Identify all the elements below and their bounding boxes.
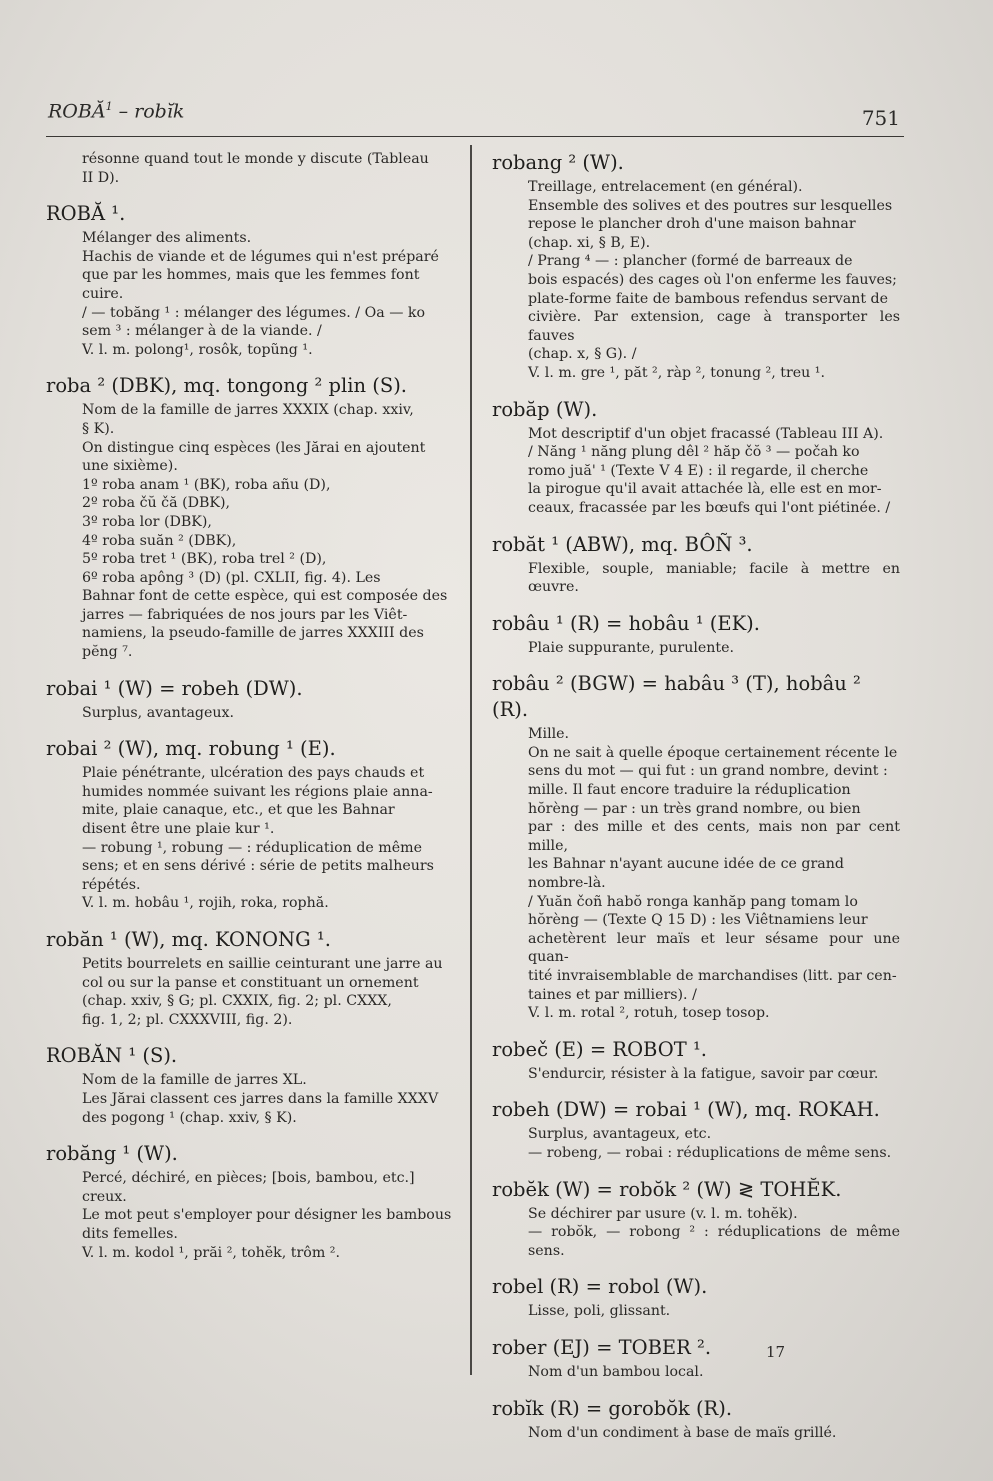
- entry-line: 1º roba anam ¹ (BK), roba añu (D),: [82, 476, 331, 493]
- left-column: [46, 150, 456, 1276]
- entry-line: bois espacés) des cages où l'on enferme les fauves;: [528, 271, 897, 288]
- entry-line: les Bahnar n'ayant aucune idée de ce grand: [528, 856, 844, 873]
- entry-line: (chap. xxiv, § G; pl. CXXIX, fig. 2; pl. CXXX,: [82, 993, 392, 1010]
- entry-line: Nom de la famille de jarres XL.: [82, 1072, 307, 1089]
- dictionary-entry: [46, 373, 456, 661]
- entry-headword: robeč (E) = ROBOT ¹.: [492, 1037, 707, 1061]
- entry-body: [46, 1071, 456, 1127]
- entry-headword: robeh (DW) = robai ¹ (W), mq. ROKAH.: [492, 1098, 880, 1122]
- dictionary-entry: [46, 150, 456, 187]
- entry-line: Nom de la famille de jarres XXXIX (chap. xxiv,: [82, 402, 414, 419]
- entry-headword: ROBĂ ¹.: [46, 202, 126, 226]
- dictionary-entry: [492, 397, 900, 518]
- entry-line: la pirogue qu'il avait attachée là, elle est en mor-: [528, 481, 882, 498]
- entry-line: On distingue cinq espèces (les Jărai en ajoutent: [82, 439, 426, 456]
- entry-line: Les Jărai classent ces jarres dans la famille XXXV: [82, 1090, 439, 1107]
- entry-line: Petits bourrelets en saillie ceinturant une jarre au: [82, 956, 443, 972]
- entry-line: V. l. m. polong¹, rosôk, topũng ¹.: [82, 341, 313, 358]
- entry-line: sem ³ : mélanger à de la viande. /: [82, 323, 322, 340]
- entry-headword: robâu ² (BGW) = habâu ³ (T), hobâu ² (R).: [492, 672, 861, 722]
- dictionary-entry: [46, 927, 456, 1029]
- right-column: [492, 150, 900, 1456]
- entry-line: Flexible, souple, maniable; facile à mettre en œuvre.: [528, 560, 900, 596]
- entry-line: / Năng ¹ năng plung dêl ² hăp čŏ ³ — počah ko: [528, 444, 860, 461]
- dictionary-entry: [492, 532, 900, 597]
- dictionary-entry: [492, 1274, 900, 1321]
- entry-body: [492, 1065, 900, 1084]
- entry-headword: robel (R) = robol (W).: [492, 1275, 708, 1299]
- entry-line: col ou sur la panse et constituant un ornement: [82, 974, 419, 991]
- entry-body: [46, 150, 456, 187]
- entry-line: Surplus, avantageux.: [82, 704, 235, 721]
- dictionary-entry: [492, 1097, 900, 1162]
- entry-body: [492, 1205, 900, 1261]
- dictionary-entry: [46, 1141, 456, 1262]
- entry-line: une sixième).: [82, 458, 178, 475]
- entry-line: — robeng, — robai : réduplications de même sens.: [528, 1144, 892, 1161]
- entry-headword: robăng ¹ (W).: [46, 1142, 178, 1166]
- dictionary-entry: [46, 676, 456, 723]
- entry-line: V. l. m. kodol ¹, prăi ², tohĕk, trôm ².: [82, 1244, 340, 1261]
- dictionary-entry: [492, 1335, 900, 1382]
- entry-body: [46, 401, 456, 661]
- entry-headword: robai ² (W), mq. robung ¹ (E).: [46, 737, 336, 761]
- entry-line: V. l. m. hobâu ¹, rojih, roka, rophă.: [82, 895, 329, 912]
- entry-line: V. l. m. rotal ², rotuh, tosep tosop.: [528, 1005, 770, 1022]
- entry-body: [492, 560, 900, 597]
- entry-body: [492, 639, 900, 658]
- dictionary-entry: [492, 671, 900, 1023]
- entry-body: [46, 704, 456, 723]
- dictionary-entry: [492, 1037, 900, 1084]
- entry-body: [46, 1169, 456, 1262]
- entry-line: 4º roba suăn ² (DBK),: [82, 532, 237, 549]
- entry-body: [492, 178, 900, 383]
- entry-line: § K).: [82, 420, 115, 437]
- signature-number: 17: [766, 1343, 786, 1361]
- entry-line: dits femelles.: [82, 1225, 178, 1242]
- entry-line: creux.: [82, 1188, 127, 1205]
- entry-line: II D).: [82, 169, 120, 186]
- running-head: ROBĂ$^1$ – robĭk: [48, 100, 185, 123]
- entry-headword: roba ² (DBK), mq. tongong ² plin (S).: [46, 374, 407, 398]
- entry-line: fig. 1, 2; pl. CXXXVIII, fig. 2).: [82, 1011, 293, 1028]
- entry-body: [492, 1424, 900, 1443]
- entry-headword: robang ² (W).: [492, 151, 624, 174]
- entry-line: Mot descriptif d'un objet fracassé (Tableau III A).: [528, 425, 884, 442]
- entry-line: Lisse, poli, glissant.: [528, 1303, 671, 1320]
- entry-headword: robĕk (W) = robŏk ² (W) ≷ TOHĔK.: [492, 1177, 842, 1201]
- entry-line: Hachis de viande et de légumes qui n'est préparé: [82, 248, 439, 265]
- entry-line: Nom d'un bambou local.: [528, 1363, 704, 1380]
- entry-line: mille. Il faut encore traduire la réduplication: [528, 782, 851, 799]
- entry-line: — robŏk, — robong ² : réduplications de même sens.: [528, 1224, 900, 1259]
- entry-line: / — tobăng ¹ : mélanger des légumes. / Oa — ko: [82, 304, 426, 321]
- dictionary-entry: [492, 1396, 900, 1443]
- entry-line: Nom d'un condiment à base de maïs grillé.: [528, 1424, 837, 1441]
- entry-headword: robĭk (R) = gorobŏk (R).: [492, 1396, 733, 1420]
- entry-line: / Prang ⁴ — : plancher (formé de barreaux de: [528, 253, 853, 270]
- entry-line: hŏrèng — par : un très grand nombre, ou bien: [528, 800, 861, 817]
- entry-line: cuire.: [82, 285, 124, 302]
- page-header: [46, 100, 904, 137]
- entry-line: Ensemble des solives et des poutres sur lesquelles: [528, 197, 893, 214]
- entry-headword: robăn ¹ (W), mq. KONONG ¹.: [46, 928, 331, 951]
- entry-headword: robăp (W).: [492, 397, 598, 421]
- entry-line: ceaux, fracassée par les bœufs qui l'ont piétinée. /: [528, 499, 891, 516]
- dictionary-entry: [46, 736, 456, 913]
- entry-line: Se déchirer par usure (v. l. m. tohĕk).: [528, 1205, 798, 1222]
- entry-line: 5º roba tret ¹ (BK), roba trel ² (D),: [82, 551, 327, 568]
- entry-line: tité invraisemblable de marchandises (litt. par cen-: [528, 968, 897, 984]
- entry-line: des pogong ¹ (chap. xxiv, § K).: [82, 1109, 297, 1126]
- entry-line: Bahnar font de cette espèce, qui est composée des: [82, 588, 448, 605]
- dictionary-entry: [46, 1043, 456, 1127]
- entry-line: Plaie suppurante, purulente.: [528, 639, 735, 656]
- entry-line: — robung ¹, robung — : réduplication de même: [82, 839, 423, 856]
- dictionary-entry: [492, 1177, 900, 1261]
- entry-line: humides nommée suivant les régions plaie anna-: [82, 783, 433, 800]
- entry-line: hŏrèng — (Texte Q 15 D) : les Viêtnamiens leur: [528, 912, 868, 929]
- entry-line: disent être une plaie kur ¹.: [82, 821, 275, 838]
- entry-line: Treillage, entrelacement (en général).: [528, 179, 803, 195]
- column-divider: [470, 145, 472, 1375]
- entry-line: / Yuăn čoñ habŏ ronga kanhăp pang tomam lo: [528, 893, 858, 910]
- entry-line: Surplus, avantageux, etc.: [528, 1126, 712, 1143]
- entry-line: Le mot peut s'employer pour désigner les bambous: [82, 1207, 452, 1224]
- entry-line: plate-forme faite de bambous refendus servant de: [528, 290, 889, 307]
- entry-line: nombre-là.: [528, 875, 606, 892]
- entry-line: civière. Par extension, cage à transporter les fauves: [528, 309, 900, 344]
- entry-body: [492, 1125, 900, 1162]
- entry-line: sens; et en sens dérivé : série de petits malheurs: [82, 858, 434, 875]
- entry-body: [492, 1302, 900, 1321]
- entry-headword: robăt ¹ (ABW), mq. BÔÑ ³.: [492, 532, 753, 556]
- entry-line: Percé, déchiré, en pièces; [bois, bambou, etc.]: [82, 1170, 415, 1187]
- entry-headword: ROBĂN ¹ (S).: [46, 1044, 178, 1068]
- entry-line: 3º roba lor (DBK),: [82, 513, 212, 530]
- entry-line: repose le plancher droh d'une maison bahnar: [528, 216, 856, 233]
- dictionary-entry: [46, 201, 456, 359]
- entry-line: (chap. x, § G). /: [528, 346, 637, 363]
- entry-line: 2º roba čŭ čă (DBK),: [82, 495, 231, 512]
- entry-line: 6º roba apông ³ (D) (pl. CXLII, fig. 4). Les: [82, 569, 381, 586]
- entry-line: Plaie pénétrante, ulcération des pays chauds et: [82, 765, 425, 782]
- entry-line: répétés.: [82, 876, 141, 893]
- entry-line: (chap. xi, § B, E).: [528, 234, 651, 251]
- entry-headword: robâu ¹ (R) = hobâu ¹ (EK).: [492, 611, 760, 635]
- entry-headword: robai ¹ (W) = robeh (DW).: [46, 676, 303, 700]
- entry-line: jarres — fabriquées de nos jours par les Viêt-: [82, 606, 408, 623]
- page-number: 751: [861, 106, 900, 130]
- entry-line: achetèrent leur maïs et leur sésame pour une quan-: [528, 930, 900, 966]
- entry-line: taines et par milliers). /: [528, 986, 697, 1003]
- entry-line: Mille.: [528, 726, 570, 743]
- entry-line: par : des mille et des cents, mais non par cent mille,: [528, 819, 900, 854]
- entry-body: [46, 955, 456, 1029]
- entry-line: romo juă' ¹ (Texte V 4 E) : il regarde, il cherche: [528, 462, 869, 479]
- entry-line: S'endurcir, résister à la fatigue, savoir par cœur.: [528, 1065, 879, 1082]
- entry-line: namiens, la pseudo-famille de jarres XXXIII des: [82, 625, 424, 642]
- entry-body: [46, 764, 456, 913]
- entry-line: que par les hommes, mais que les femmes font: [82, 267, 420, 284]
- entry-line: On ne sait à quelle époque certainement récente le: [528, 744, 898, 761]
- entry-body: [492, 725, 900, 1023]
- dictionary-entry: [492, 611, 900, 658]
- entry-line: V. l. m. gre ¹, păt ², ràp ², tonung ², treu ¹.: [528, 364, 825, 381]
- entry-body: [492, 425, 900, 518]
- entry-line: sens du mot — qui fut : un grand nombre, devint :: [528, 763, 888, 780]
- entry-body: [46, 229, 456, 359]
- entry-line: mite, plaie canaque, etc., et que les Bahnar: [82, 802, 395, 819]
- entry-line: Mélanger des aliments.: [82, 230, 252, 247]
- dictionary-entry: [492, 150, 900, 383]
- entry-headword: rober (EJ) = TOBER ².: [492, 1335, 712, 1359]
- entry-body: [492, 1363, 900, 1382]
- entry-line: résonne quand tout le monde y discute (Tableau: [82, 151, 429, 167]
- entry-line: pĕng ⁷.: [82, 644, 133, 661]
